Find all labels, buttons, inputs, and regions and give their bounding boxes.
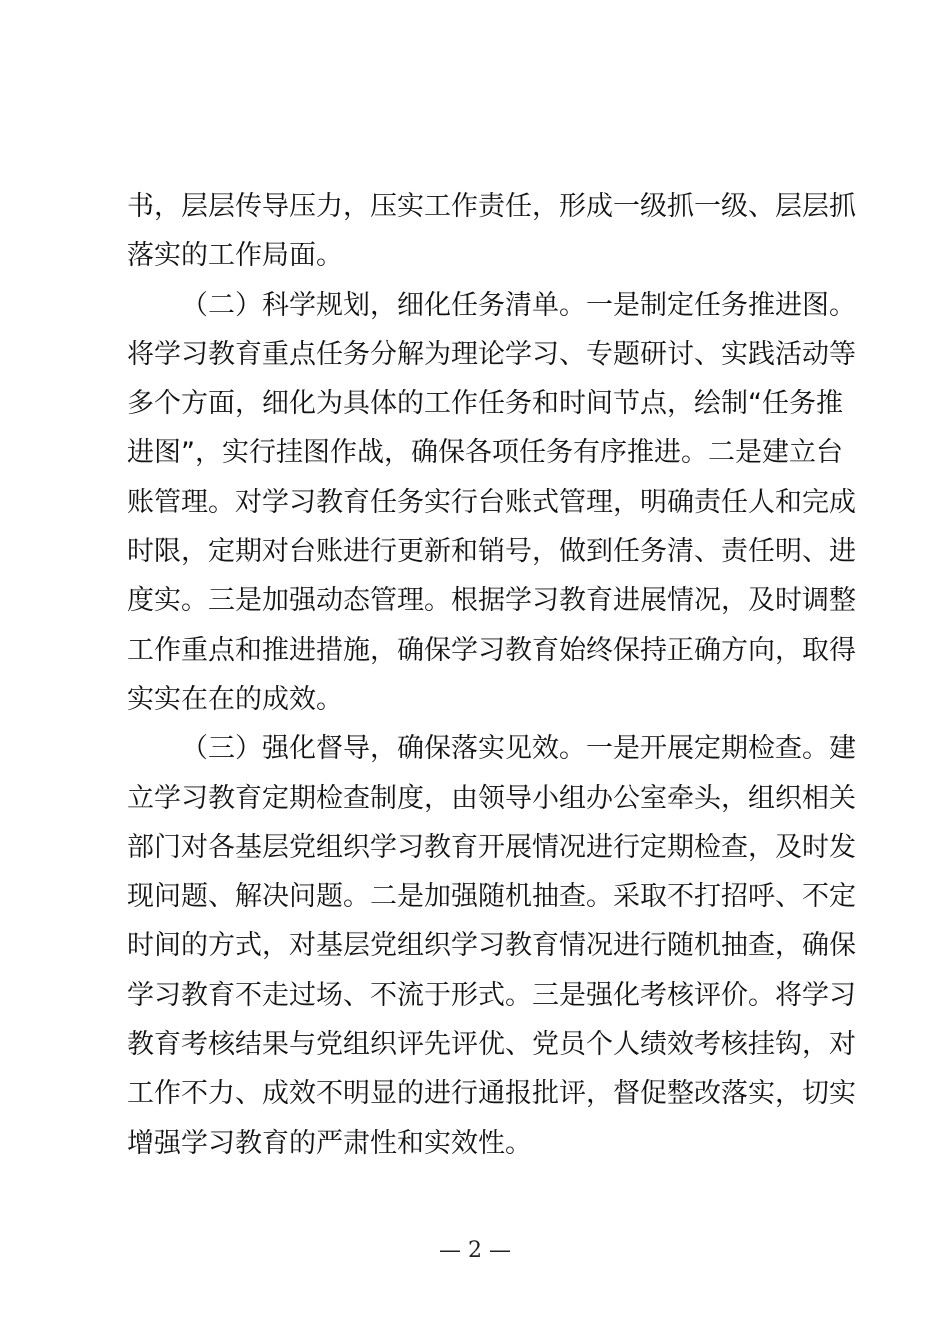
text-line: 部门对各基层党组织学习教育开展情况进行定期检查，及时发 (127, 831, 856, 863)
text-line: 学习教育不走过场、不流于形式。三是强化考核评价。将学习 (127, 979, 856, 1011)
text-line: 时限，定期对台账进行更新和销号，做到任务清、责任明、进 (127, 536, 856, 568)
text-line: 工作重点和推进措施，确保学习教育始终保持正确方向，取得 (127, 634, 856, 666)
text-line: 立学习教育定期检查制度，由领导小组办公室牵头，组织相关 (127, 782, 856, 814)
text-line: 度实。三是加强动态管理。根据学习教育进展情况，及时调整 (127, 585, 856, 617)
text-line: 书，层层传导压力，压实工作责任，形成一级抓一级、层层抓 (127, 191, 856, 222)
text-line: 时间的方式，对基层党组织学习教育情况进行随机抽查，确保 (127, 930, 856, 962)
text-line: 多个方面，细化为具体的工作任务和时间节点，绘制“任务推 (127, 388, 843, 420)
text-line: 现问题、解决问题。二是加强随机抽查。采取不打招呼、不定 (127, 881, 856, 913)
text-line: 落实的工作局面。 (127, 240, 343, 272)
text-line: 账管理。对学习教育任务实行台账式管理，明确责任人和完成 (127, 486, 856, 518)
section-heading-line: （二）科学规划，细化任务清单。一是制定任务推进图。 (181, 289, 856, 321)
section-heading-line: （三）强化督导，确保落实见效。一是开展定期检查。建 (181, 733, 856, 765)
text-line: 教育考核结果与党组织评先评优、党员个人绩效考核挂钩，对 (127, 1029, 856, 1061)
page-number: — 2 — (439, 1238, 511, 1263)
text-line: 工作不力、成效不明显的进行通报批评，督促整改落实，切实 (127, 1078, 856, 1110)
text-line: 将学习教育重点任务分解为理论学习、专题研讨、实践活动等 (127, 338, 856, 370)
text-line: 实实在在的成效。 (127, 683, 343, 715)
text-line: 进图”，实行挂图作战，确保各项任务有序推进。二是建立台 (127, 437, 843, 469)
body-text (127, 182, 856, 1168)
text-line: 增强学习教育的严肃性和实效性。 (127, 1127, 532, 1159)
